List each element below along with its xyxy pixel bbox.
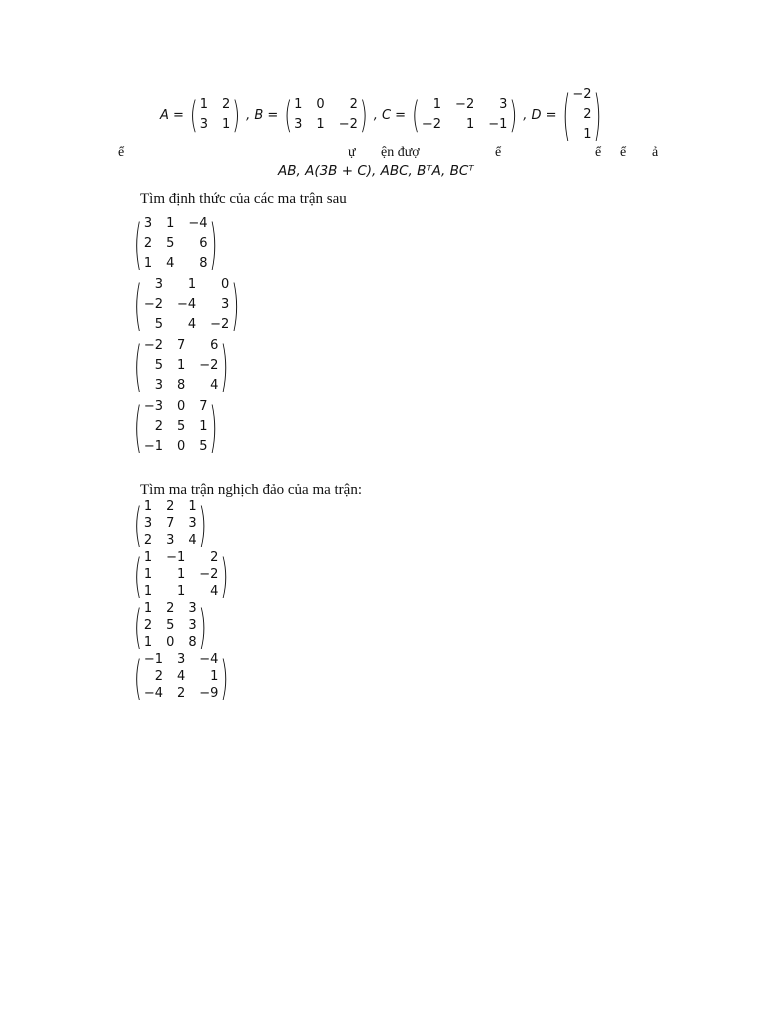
matrix-cell: −1	[143, 652, 163, 667]
matrix-cell: 3	[154, 277, 163, 292]
matrix-cell: 0	[221, 277, 230, 292]
matrix-grid	[142, 275, 232, 335]
matrix-cell: −2	[199, 567, 219, 582]
matrix-cell: 4	[166, 256, 175, 271]
matrix-cell: −2	[338, 117, 358, 132]
matrix-cell: 7	[176, 338, 186, 353]
matrix-cell: −2	[210, 317, 230, 332]
left-paren: (	[134, 597, 142, 654]
matrix-cell: 2	[349, 97, 358, 112]
matrix-cell: 0	[176, 399, 186, 414]
matrix-cell: 2	[154, 669, 163, 684]
determinant-matrix-3	[134, 333, 239, 399]
matrix-grid	[292, 95, 360, 135]
matrix-cell: 1	[143, 550, 153, 565]
matrix-cell: −2	[572, 87, 592, 102]
right-paren: )	[209, 394, 218, 460]
matrix-cell: 1	[176, 584, 186, 599]
matrix-cell: 3	[154, 378, 163, 393]
matrix-cell: 3	[188, 618, 197, 633]
right-paren: )	[593, 82, 602, 148]
matrix-cell: 1	[210, 669, 219, 684]
matrix-cell: 2	[222, 97, 231, 112]
matrix-cell: −2	[143, 338, 163, 353]
matrix-cell: 1	[316, 117, 325, 132]
matrix-cell: −4	[199, 652, 219, 667]
inverse-matrix-list	[134, 495, 229, 705]
right-paren: )	[198, 495, 207, 552]
matrix-cell: 1	[143, 635, 153, 650]
matrix-cell: 2	[154, 419, 163, 434]
matrix-cell: 2	[166, 601, 175, 616]
matrix-definitions	[160, 82, 602, 148]
right-paren: )	[220, 648, 229, 705]
matrix-cell: 2	[143, 236, 153, 251]
left-paren: (	[134, 546, 142, 603]
matrix-cell: 8	[199, 256, 208, 271]
matrix-cell: 4	[210, 378, 219, 393]
garbled-char-7: ả	[652, 145, 659, 160]
matrix-cell: −4	[176, 297, 197, 312]
matrix-cell: 1	[294, 97, 303, 112]
left-paren: (	[134, 272, 142, 338]
matrix-grid	[420, 95, 510, 135]
matrix-cell: 1	[432, 97, 442, 112]
right-paren: )	[220, 333, 229, 399]
right-paren: )	[359, 93, 368, 137]
matrix-cell: 5	[154, 317, 163, 332]
matrix-cell: 1	[143, 584, 153, 599]
matrix-a	[190, 95, 240, 135]
matrix-cell: −2	[143, 297, 163, 312]
label-b: , B =	[246, 107, 279, 123]
left-paren: (	[562, 82, 571, 148]
matrix-grid	[570, 85, 593, 145]
matrix-grid	[142, 549, 221, 600]
matrix-cell: −2	[199, 358, 219, 373]
matrix-cell: 4	[210, 584, 219, 599]
matrix-cell: 1	[465, 117, 475, 132]
matrix-cell: 5	[166, 618, 175, 633]
matrix-cell: 6	[210, 338, 219, 353]
matrix-d	[562, 82, 602, 148]
matrix-grid	[142, 651, 221, 702]
left-paren: (	[134, 211, 142, 277]
matrix-cell: 3	[176, 652, 186, 667]
section-inverse-title: Tìm ma trận nghịch đảo của ma trận:	[140, 482, 363, 498]
matrix-cell: 1	[166, 216, 175, 231]
matrix-grid	[142, 214, 210, 274]
matrix-cell: 5	[166, 236, 175, 251]
right-paren: )	[209, 211, 218, 277]
matrix-cell: 5	[199, 439, 208, 454]
matrix-cell: −1	[143, 439, 163, 454]
matrix-cell: 2	[143, 533, 153, 548]
right-paren: )	[231, 272, 240, 338]
matrix-cell: 4	[187, 317, 197, 332]
matrix-cell: 3	[188, 516, 197, 531]
determinant-matrix-list	[134, 211, 240, 460]
label-d: , D =	[523, 107, 557, 123]
matrix-cell: 3	[199, 117, 209, 132]
matrix-cell: 1	[222, 117, 231, 132]
matrix-cell: 1	[583, 127, 592, 142]
right-paren: )	[232, 93, 241, 137]
garbled-char-2: ự	[348, 145, 356, 160]
matrix-cell: −9	[199, 686, 219, 701]
matrix-cell: 2	[210, 550, 219, 565]
matrix-cell: 1	[188, 499, 197, 514]
label-a: A =	[160, 107, 184, 123]
matrix-cell: 2	[143, 618, 153, 633]
matrix-cell: 5	[154, 358, 163, 373]
left-paren: (	[134, 333, 142, 399]
left-paren: (	[134, 394, 142, 460]
matrix-cell: 3	[221, 297, 230, 312]
matrix-cell: 2	[583, 107, 592, 122]
matrix-grid	[142, 600, 199, 651]
garbled-char-1: ể	[118, 145, 125, 160]
matrix-cell: 1	[199, 97, 209, 112]
matrix-cell: 0	[316, 97, 325, 112]
matrix-cell: −4	[143, 686, 163, 701]
matrix-cell: 3	[166, 533, 175, 548]
matrix-cell: 8	[176, 378, 186, 393]
matrix-c	[412, 95, 517, 135]
matrix-cell: 7	[166, 516, 175, 531]
matrix-cell: −2	[455, 97, 475, 112]
matrix-cell: 0	[166, 635, 175, 650]
matrix-cell: 1	[199, 419, 208, 434]
matrix-cell: 1	[143, 567, 153, 582]
matrix-cell: 8	[188, 635, 197, 650]
matrix-cell: 5	[176, 419, 186, 434]
matrix-cell: 2	[176, 686, 186, 701]
label-c: , C =	[373, 107, 407, 123]
left-paren: (	[189, 93, 198, 137]
matrix-cell: 3	[499, 97, 508, 112]
matrix-cell: 3	[143, 516, 153, 531]
garbled-char-4: ể	[495, 145, 502, 160]
left-paren: (	[412, 93, 420, 137]
matrix-b	[284, 95, 367, 135]
garbled-char-6: ể	[620, 145, 627, 160]
matrix-cell: 1	[143, 601, 153, 616]
matrix-cell: 6	[199, 236, 208, 251]
inverse-matrix-2	[134, 546, 229, 603]
right-paren: )	[198, 597, 207, 654]
garbled-char-5: ể	[595, 145, 602, 160]
matrix-cell: 2	[166, 499, 175, 514]
matrix-cell: 3	[143, 216, 153, 231]
matrix-cell: −1	[488, 117, 508, 132]
matrix-cell: 7	[199, 399, 208, 414]
matrix-cell: 1	[143, 499, 153, 514]
matrix-cell: 4	[188, 533, 197, 548]
matrix-cell: −1	[166, 550, 186, 565]
right-paren: )	[509, 93, 518, 137]
matrix-grid	[142, 498, 199, 549]
garbled-char-3: ện đượ	[381, 145, 420, 160]
inverse-matrix-4	[134, 648, 229, 705]
matrix-grid	[142, 397, 210, 457]
matrix-grid	[198, 95, 233, 135]
right-paren: )	[220, 546, 229, 603]
left-paren: (	[134, 648, 142, 705]
inverse-matrix-3	[134, 597, 228, 654]
matrix-cell: −4	[188, 216, 208, 231]
matrix-cell: 3	[294, 117, 303, 132]
inverse-matrix-1	[134, 495, 228, 552]
matrix-cell: 4	[176, 669, 186, 684]
matrix-cell: 1	[187, 277, 197, 292]
left-paren: (	[284, 93, 293, 137]
matrix-cell: 1	[176, 358, 186, 373]
section-determinant-title: Tìm định thức của các ma trận sau	[140, 191, 347, 207]
matrix-cell: 1	[176, 567, 186, 582]
matrix-cell: 1	[143, 256, 153, 271]
matrix-cell: −2	[421, 117, 442, 132]
left-paren: (	[134, 495, 142, 552]
determinant-matrix-1	[134, 211, 239, 277]
expressions-line: AB, A(3B + C), ABC, BᵀA, BCᵀ	[278, 163, 474, 179]
matrix-cell: −3	[143, 399, 163, 414]
matrix-cell: 0	[176, 439, 186, 454]
matrix-cell: 3	[188, 601, 197, 616]
